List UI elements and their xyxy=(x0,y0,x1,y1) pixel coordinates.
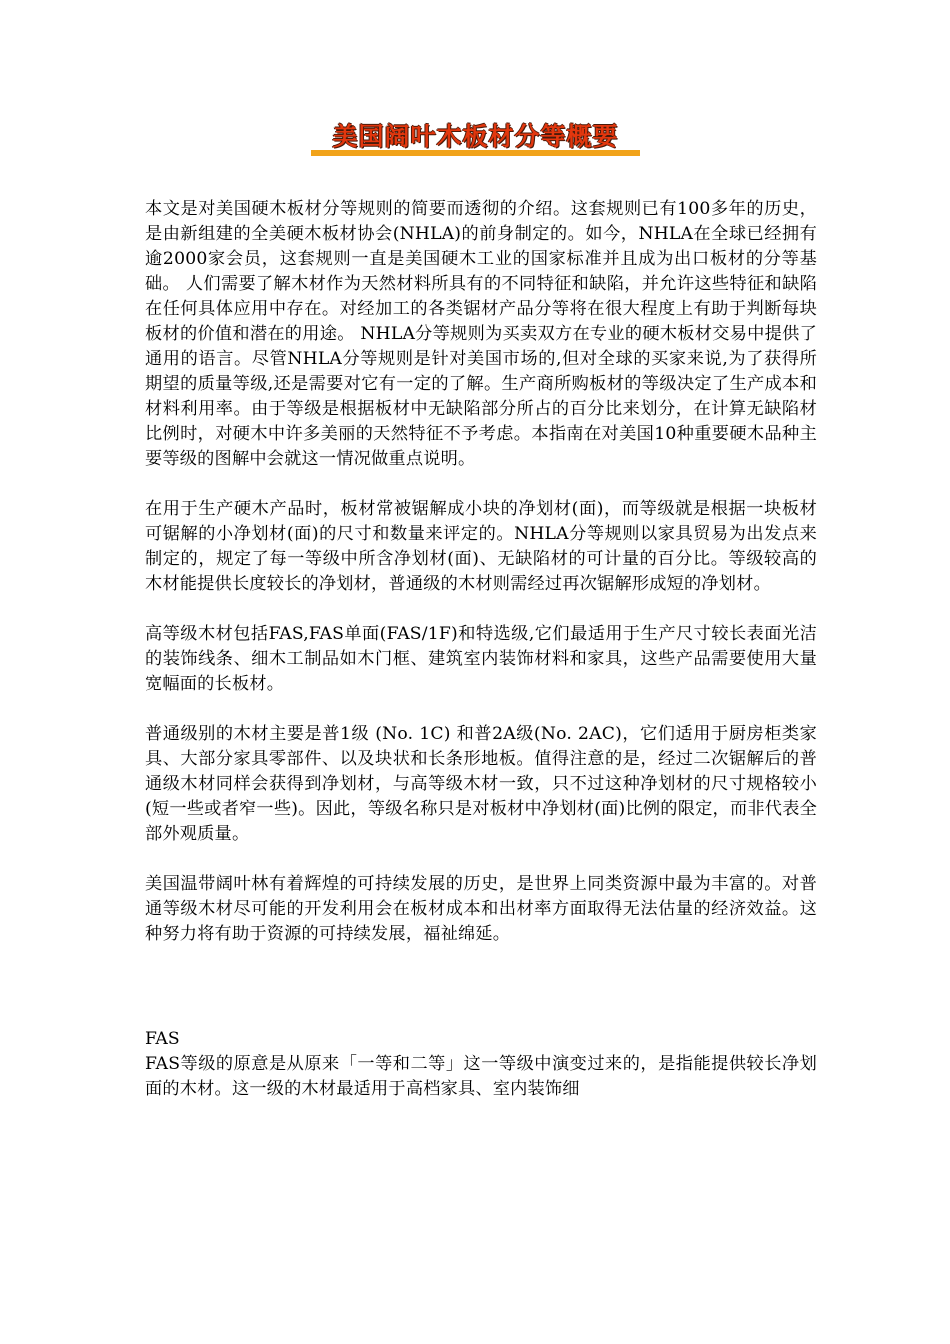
paragraph-grading-basis: 在用于生产硬木产品时，板材常被锯解成小块的净划材(面)，而等级就是根据一块板材可锯解的小净划材(面)的尺寸和数量来评定的。NHLA分等规则以家具贸易为出发点来制定的，规定了每一等级中所含净划材(面)、无缺陷材的可计量的百分比。等级较高的木材能提供长度较长的净划材，普通级的木材则需经过再次锯解形成短的净划材。 xyxy=(145,499,817,594)
paragraph-sustainability: 美国温带阔叶林有着辉煌的可持续发展的历史，是世界上同类资源中最为丰富的。对普通等级木材尽可能的开发利用会在板材成本和出材率方面取得无法估量的经济效益。这种努力将有助于资源的可持续发展，福祉绵延。 xyxy=(145,874,817,944)
document-body xyxy=(145,197,817,1102)
paragraph-high-grades: 高等级木材包括FAS,FAS单面(FAS/1F)和特选级,它们最适用于生产尺寸较长表面光洁的装饰线条、细木工制品如木门框、建筑室内装饰材料和家具，这些产品需要使用大量宽幅面的长板材。 xyxy=(145,624,817,694)
paragraph-intro: 本文是对美国硬木板材分等规则的简要而透彻的介绍。这套规则已有100多年的历史，是由新组建的全美硬木板材协会(NHLA)的前身制定的。如今，NHLA在全球已经拥有逾2000家会员，这套规则一直是美国硬木工业的国家标准并且成为出口板材的分等基础。 人们需要了解木材作为天然材料所具有的不同特征和缺陷，并允许这些特征和缺陷在任何具体应用中存在。对经加工的各类锯材产品分等将在很大程度上有助于判断每块板材的价值和潜在的用途。 NHLA分等规则为买卖双方在专业的硬木板材交易中提供了通用的语言。尽管NHLA分等规则是针对美国市场的,但对全球的买家来说,为了获得所期望的质量等级,还是需要对它有一定的了解。生产商所购板材的等级决定了生产成本和材料利用率。由于等级是根据板材中无缺陷部分所占的百分比来划分，在计算无缺陷材比例时，对硬木中许多美丽的天然特征不予考虑。本指南在对美国10种重要硬木品种主要等级的图解中会就这一情况做重点说明。 xyxy=(145,199,817,469)
section-heading-fas: FAS xyxy=(145,1029,180,1049)
section-spacer xyxy=(145,972,817,1027)
section-body-fas: FAS等级的原意是从原来「一等和二等」这一等级中演变过来的，是指能提供较长净划面的木材。这一级的木材最适用于高档家具、室内装饰细 xyxy=(145,1054,817,1099)
document-title: 美国阔叶木板材分等概要 xyxy=(332,122,619,151)
paragraph-common-grades: 普通级别的木材主要是普1级 (No. 1C) 和普2A级(No. 2AC)，它们适用于厨房柜类家具、大部分家具零部件、以及块状和长条形地板。值得注意的是，经过二次锯解后的普通级木材同样会获得到净划材，与高等级木材一致，只不过这种净划材的尺寸规格较小(短一些或者窄一些)。因此，等级名称只是对板材中净划材(面)比例的限定，而非代表全部外观质量。 xyxy=(145,724,817,844)
document-title-banner xyxy=(311,124,640,156)
